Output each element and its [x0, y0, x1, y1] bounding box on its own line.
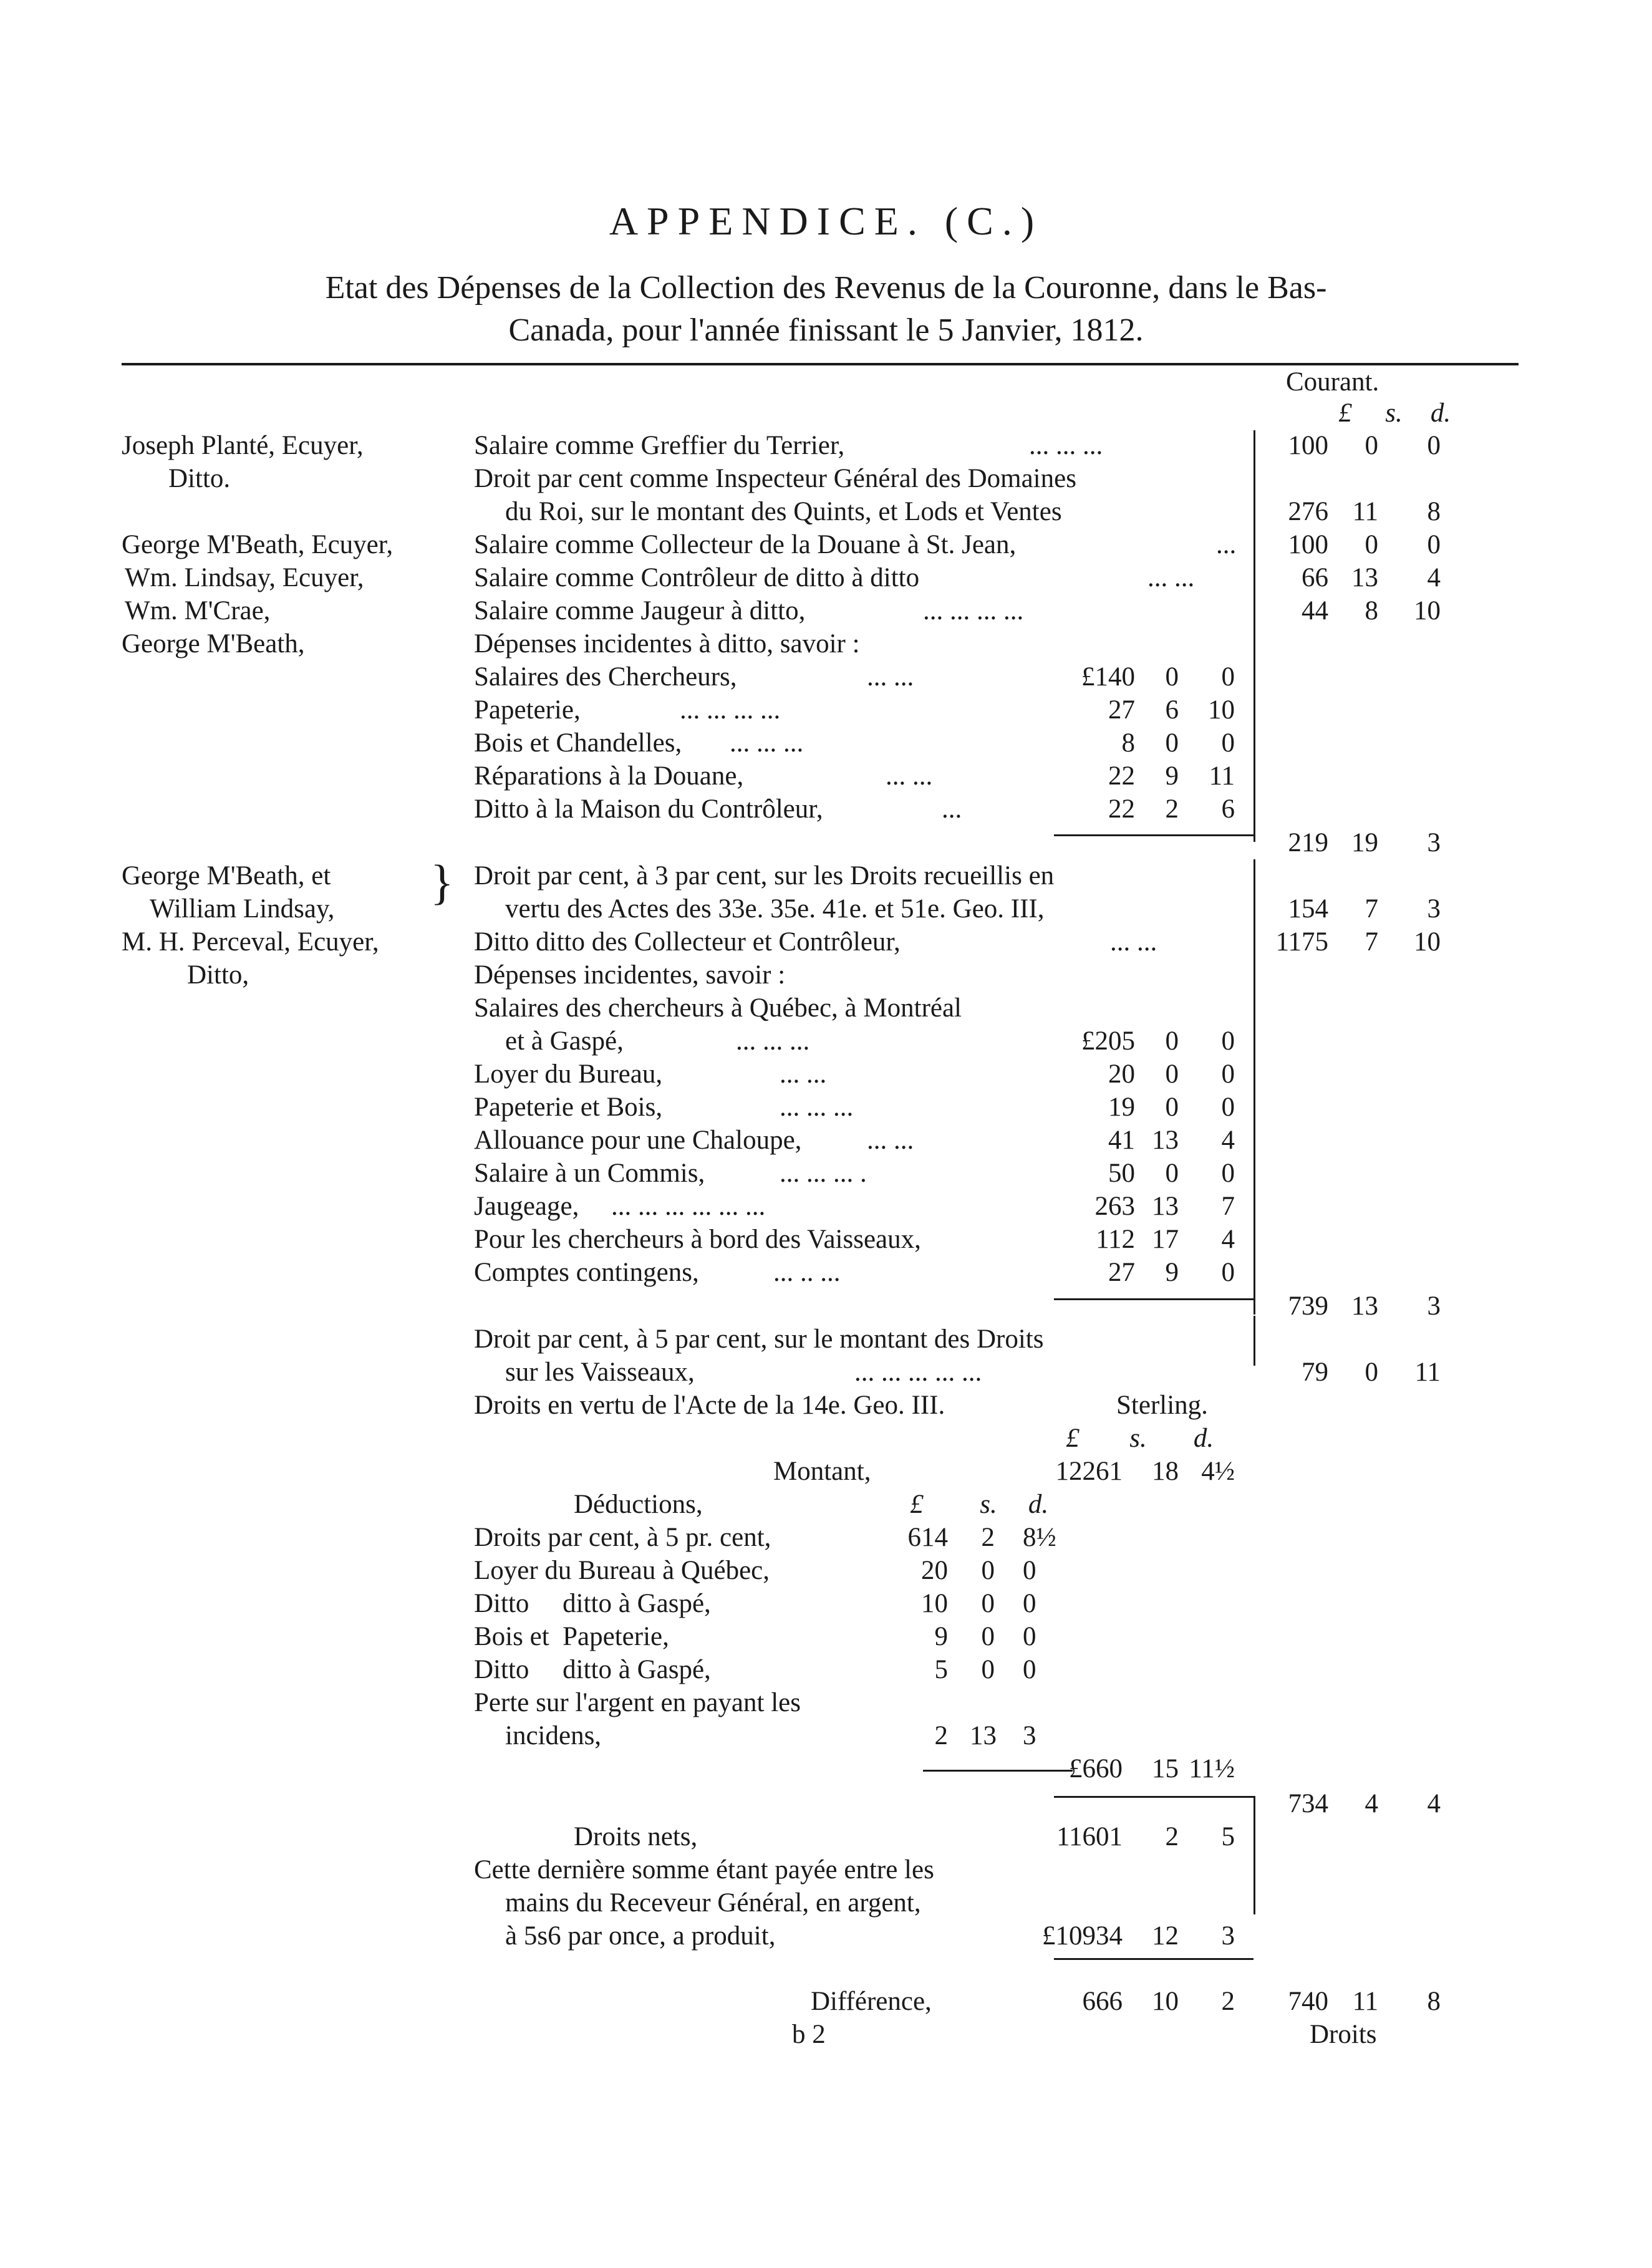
ded-d: 8½: [1023, 1523, 1056, 1552]
sub-l: 22: [1108, 794, 1135, 824]
row-d: 4: [1427, 563, 1441, 592]
difference-rule: [1054, 1958, 1253, 1960]
sub-desc: Loyer du Bureau,: [474, 1059, 663, 1089]
row-desc: Dépenses incidentes à ditto, savoir :: [474, 629, 860, 659]
montant-s: 18: [1152, 1457, 1179, 1486]
sub-desc: Pour les chercheurs à bord des Vaisseaux,: [474, 1225, 921, 1254]
signature-mark: b 2: [792, 2020, 826, 2049]
ded-desc: Bois et Papeterie,: [474, 1622, 669, 1651]
row-d: 8: [1427, 497, 1441, 526]
sterling-label: Sterling.: [1116, 1391, 1208, 1420]
ded-desc: Droits par cent, à 5 pr. cent,: [474, 1523, 771, 1552]
row-l: 100: [1288, 530, 1328, 559]
row-desc: Salaire comme Collecteur de la Douane à St. Jean,: [474, 530, 1017, 559]
subtotal-d: 3: [1427, 1291, 1441, 1321]
row-name: Ditto.: [168, 464, 231, 493]
brace-icon: }: [430, 855, 454, 909]
row-dots: ...: [1216, 530, 1237, 559]
vessels-d: 11: [1414, 1358, 1441, 1387]
row-name: Wm. M'Crae,: [125, 596, 271, 625]
perte-line-1: Perte sur l'argent en payant les: [474, 1688, 801, 1717]
montant-l: 12261: [1055, 1457, 1123, 1486]
cette-line-1: Cette dernière somme étant payée entre les: [474, 1855, 934, 1884]
ded-courant-s: 4: [1365, 1789, 1378, 1818]
sub-d: 7: [1221, 1192, 1235, 1221]
produit-l: £10934: [1042, 1921, 1123, 1951]
ded-courant-d: 4: [1427, 1789, 1441, 1818]
ded-d: 0: [1023, 1589, 1036, 1618]
st-s-header: s.: [1129, 1424, 1147, 1453]
sub-l: £140: [1081, 662, 1135, 692]
ded-desc: Loyer du Bureau à Québec,: [474, 1556, 770, 1585]
row-s: 0: [1365, 431, 1378, 460]
sub-s: 0: [1165, 1159, 1179, 1188]
vessels-line-2: sur les Vaisseaux,: [505, 1358, 695, 1387]
sub-desc: Comptes contingens,: [474, 1258, 699, 1287]
sub-s: 13: [1152, 1192, 1179, 1221]
sub-s: 9: [1165, 761, 1179, 791]
col-l-header: £: [1338, 398, 1352, 428]
row-desc: vertu des Actes des 33e. 35e. 41e. et 51e. Geo. III,: [505, 894, 1045, 924]
sub-s: 6: [1165, 695, 1179, 725]
ledger-rule-4: [1253, 1796, 1255, 1914]
ded-l: 9: [934, 1622, 948, 1651]
row-d: 0: [1427, 530, 1441, 559]
row-name: William Lindsay,: [150, 894, 335, 924]
vessels-s: 0: [1365, 1358, 1378, 1387]
sub-dots: ... .. ...: [773, 1258, 841, 1287]
row-s: 7: [1365, 894, 1378, 924]
sub-l: 22: [1108, 761, 1135, 791]
row-name: Wm. Lindsay, Ecuyer,: [125, 563, 364, 592]
page-title: APPENDICE. (C.): [609, 199, 1043, 243]
sub-desc: Papeterie et Bois,: [474, 1093, 663, 1122]
sub-d: 0: [1221, 1258, 1235, 1287]
row-l: 100: [1288, 431, 1328, 460]
ded-l-header: £: [910, 1490, 924, 1519]
ded-d: 0: [1023, 1622, 1036, 1651]
sub-d: 4: [1221, 1126, 1235, 1155]
row-d: 0: [1427, 431, 1441, 460]
header-rule: [122, 363, 1519, 365]
row-d: 3: [1427, 894, 1441, 924]
difference-l: 666: [1082, 1987, 1123, 2016]
sub-desc: Réparations à la Douane,: [474, 761, 744, 791]
montant-label: Montant,: [773, 1457, 871, 1486]
row-desc: Salaire comme Jaugeur à ditto,: [474, 596, 806, 625]
subtotal-s: 19: [1351, 828, 1378, 857]
row-d: 10: [1414, 927, 1441, 957]
sub-l: £205: [1081, 1026, 1135, 1056]
ledger-rule-2: [1253, 859, 1255, 1315]
vessels-dots: ... ... ... ... ...: [854, 1358, 982, 1387]
sub-s: 0: [1165, 728, 1179, 758]
sub-s: 0: [1165, 662, 1179, 692]
row-s: 0: [1365, 530, 1378, 559]
perte-d: 3: [1023, 1721, 1036, 1750]
row-name: M. H. Perceval, Ecuyer,: [122, 927, 379, 957]
row-l: 154: [1288, 894, 1328, 924]
sub-l: 41: [1108, 1126, 1135, 1155]
row-desc: du Roi, sur le montant des Quints, et Lods et Ventes: [505, 497, 1062, 526]
ded-d-header: d.: [1028, 1490, 1049, 1519]
sub-s: 0: [1165, 1093, 1179, 1122]
subtitle-line-2: Canada, pour l'année finissant le 5 Janvier, 1812.: [508, 312, 1144, 348]
row-name: Joseph Planté, Ecuyer,: [122, 431, 364, 460]
sub-s: 9: [1165, 1258, 1179, 1287]
ded-s: 0: [981, 1655, 995, 1684]
perte-line-2: incidens,: [505, 1721, 602, 1750]
st-d-header: d.: [1193, 1424, 1214, 1453]
difference-label: Différence,: [811, 1987, 932, 2016]
row-desc: Salaire comme Contrôleur de ditto à ditto: [474, 563, 920, 592]
sub-l: 263: [1094, 1192, 1135, 1221]
sub-dots: ... ...: [867, 1126, 914, 1155]
row-name: Ditto,: [187, 960, 249, 990]
sub-dots: ...: [942, 794, 962, 824]
ded-l: 5: [934, 1655, 948, 1684]
row-desc: Salaires des chercheurs à Québec, à Montréal: [474, 993, 962, 1023]
row-s: 7: [1365, 927, 1378, 957]
nets-d: 5: [1221, 1822, 1235, 1851]
sub-d: 0: [1221, 728, 1235, 758]
ded-desc: Ditto ditto à Gaspé,: [474, 1655, 711, 1684]
difference-s: 10: [1152, 1987, 1179, 2016]
sub-desc: Jaugeage,: [474, 1192, 579, 1221]
sub-l: 20: [1108, 1059, 1135, 1089]
sub-dots: ... ...: [867, 662, 914, 692]
row-d: 10: [1414, 596, 1441, 625]
sub-d: 0: [1221, 662, 1235, 692]
ded-s: 0: [981, 1622, 995, 1651]
row-dots: ... ...: [1110, 927, 1157, 957]
sub-dots: ... ... ... ... ... ...: [611, 1192, 766, 1221]
row-desc: Droit par cent, à 3 par cent, sur les Droits recueillis en: [474, 861, 1055, 890]
sub-dots: ... ...: [886, 761, 933, 791]
ded-total-s: 15: [1152, 1754, 1179, 1783]
row-l: 276: [1288, 497, 1328, 526]
ded-s: 2: [981, 1523, 995, 1552]
ded-d: 0: [1023, 1556, 1036, 1585]
sub-s: 13: [1152, 1126, 1179, 1155]
sub-d: 0: [1221, 1093, 1235, 1122]
sub-dots: ... ... ...: [780, 1093, 854, 1122]
subtotal-s: 13: [1351, 1291, 1378, 1321]
catchword: Droits: [1310, 2020, 1377, 2049]
sub-d: 0: [1221, 1026, 1235, 1056]
sub-dots: ... ... ...: [730, 728, 804, 758]
sub-desc: et à Gaspé,: [505, 1026, 624, 1056]
ded-s: 0: [981, 1589, 995, 1618]
row-desc: Dépenses incidentes, savoir :: [474, 960, 786, 990]
ded-l: 10: [921, 1589, 948, 1618]
ded-desc: Ditto ditto à Gaspé,: [474, 1589, 711, 1618]
row-dots: ... ... ... ...: [923, 596, 1024, 625]
sub-l: 112: [1096, 1225, 1135, 1254]
col-s-header: s.: [1385, 398, 1403, 428]
courant-header: Courant.: [1286, 367, 1379, 397]
sub-d: 6: [1221, 794, 1235, 824]
sub-desc: Papeterie,: [474, 695, 581, 725]
sub-desc: Allouance pour une Chaloupe,: [474, 1126, 802, 1155]
difference-d: 2: [1221, 1987, 1235, 2016]
sub-desc: Salaires des Chercheurs,: [474, 662, 737, 692]
sub-l: 50: [1108, 1159, 1135, 1188]
nets-l: 11601: [1056, 1822, 1123, 1851]
diff-courant-d: 8: [1427, 1987, 1441, 2016]
col-d-header: d.: [1430, 398, 1451, 428]
sub-l: 8: [1121, 728, 1135, 758]
nets-s: 2: [1165, 1822, 1179, 1851]
sub-d: 0: [1221, 1059, 1235, 1089]
sub-d: 4: [1221, 1225, 1235, 1254]
deductions-label: Déductions,: [574, 1490, 703, 1519]
diff-courant-s: 11: [1352, 1987, 1378, 2016]
ledger-rule-1: [1253, 430, 1255, 842]
nets-label: Droits nets,: [574, 1822, 698, 1851]
diff-courant-l: 740: [1288, 1987, 1328, 2016]
sub-dots: ... ...: [780, 1059, 827, 1089]
ded-courant-rule: [1054, 1796, 1253, 1798]
row-s: 8: [1365, 596, 1378, 625]
row-l: 1175: [1275, 927, 1328, 957]
ded-l: 614: [907, 1523, 948, 1552]
row-desc: Salaire comme Greffier du Terrier,: [474, 431, 845, 460]
sub-desc: Bois et Chandelles,: [474, 728, 682, 758]
ded-total-l: £660: [1069, 1754, 1123, 1783]
subtotal-rule-1: [1054, 834, 1253, 836]
sub-s: 0: [1165, 1059, 1179, 1089]
montant-d: 4½: [1201, 1457, 1235, 1486]
sub-s: 0: [1165, 1026, 1179, 1056]
sub-desc: Salaire à un Commis,: [474, 1159, 705, 1188]
produit-d: 3: [1221, 1921, 1235, 1951]
subtotal-rule-2: [1054, 1298, 1253, 1300]
perte-l: 2: [934, 1721, 948, 1750]
sub-d: 0: [1221, 1159, 1235, 1188]
sub-dots: ... ... ...: [736, 1026, 810, 1056]
row-name: George M'Beath,: [122, 629, 305, 659]
sub-s: 2: [1165, 794, 1179, 824]
sub-l: 27: [1108, 695, 1135, 725]
ded-total-d: 11½: [1189, 1754, 1235, 1783]
ded-s: 0: [981, 1556, 995, 1585]
st-l-header: £: [1066, 1424, 1080, 1453]
subtitle-line-1: Etat des Dépenses de la Collection des Revenus de la Couronne, dans le Bas-: [325, 270, 1327, 306]
ded-d: 0: [1023, 1655, 1036, 1684]
subtotal-l: 739: [1288, 1291, 1328, 1321]
row-s: 13: [1351, 563, 1378, 592]
sub-dots: ... ... ... ...: [680, 695, 781, 725]
sub-dots: ... ... ... .: [780, 1159, 867, 1188]
ded-s-header: s.: [980, 1490, 997, 1519]
row-dots: ... ...: [1147, 563, 1195, 592]
row-name: George M'Beath, Ecuyer,: [122, 530, 394, 559]
produit-s: 12: [1152, 1921, 1179, 1951]
ded-l: 20: [921, 1556, 948, 1585]
ledger-rule-3: [1253, 1316, 1255, 1366]
subtotal-l: 219: [1288, 828, 1328, 857]
vessels-l: 79: [1302, 1358, 1328, 1387]
cette-line-2: mains du Receveur Général, en argent,: [505, 1888, 921, 1918]
row-dots: ... ... ...: [1029, 431, 1103, 460]
row-l: 44: [1302, 596, 1328, 625]
row-desc: Droit par cent comme Inspecteur Général des Domaines: [474, 464, 1076, 493]
act-line: Droits en vertu de l'Acte de la 14e. Geo. III.: [474, 1391, 945, 1420]
sub-d: 10: [1208, 695, 1235, 725]
sub-s: 17: [1152, 1225, 1179, 1254]
subtotal-d: 3: [1427, 828, 1441, 857]
perte-s: 13: [970, 1721, 997, 1750]
sub-d: 11: [1209, 761, 1235, 791]
vessels-line-1: Droit par cent, à 5 par cent, sur le montant des Droits: [474, 1325, 1044, 1354]
cette-line-3: à 5s6 par once, a produit,: [505, 1921, 776, 1951]
sub-l: 27: [1108, 1258, 1135, 1287]
sub-l: 19: [1108, 1093, 1135, 1122]
row-desc: Ditto ditto des Collecteur et Contrôleur,: [474, 927, 901, 957]
row-name: George M'Beath, et: [122, 861, 331, 890]
row-s: 11: [1352, 497, 1378, 526]
row-l: 66: [1302, 563, 1328, 592]
sub-desc: Ditto à la Maison du Contrôleur,: [474, 794, 823, 824]
ded-courant-l: 734: [1288, 1789, 1328, 1818]
